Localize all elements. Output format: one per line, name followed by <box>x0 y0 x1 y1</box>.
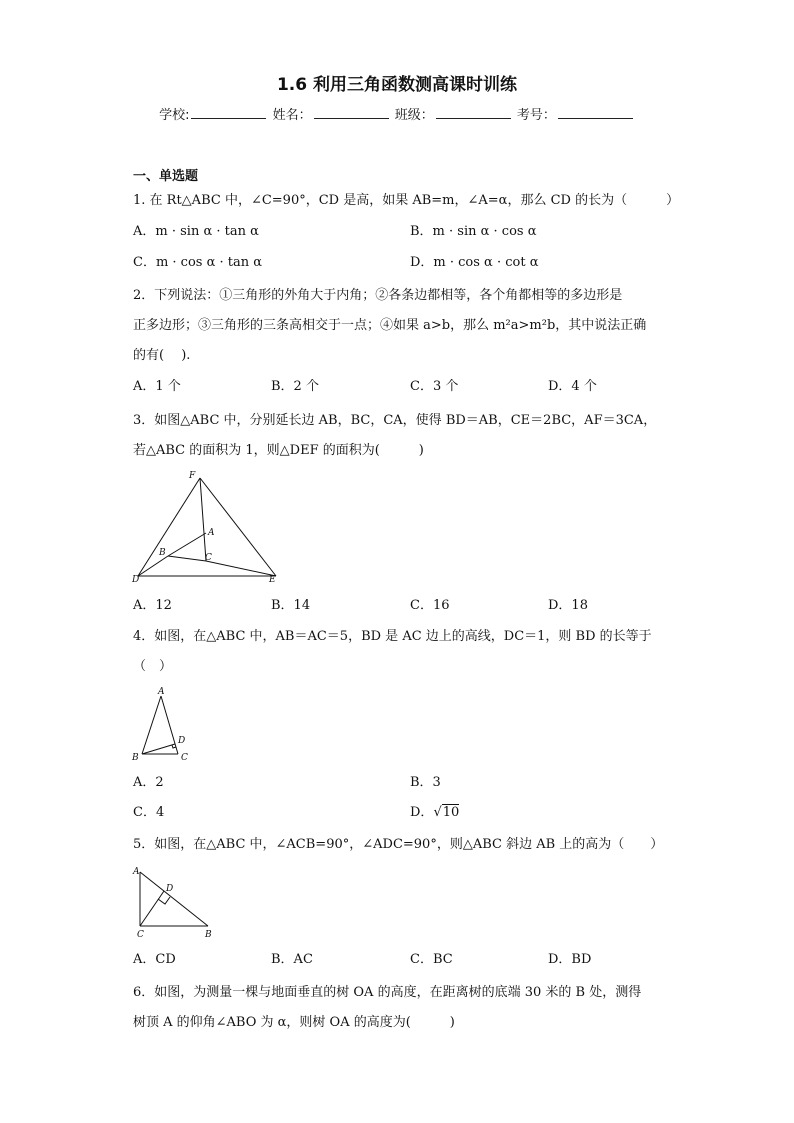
question-3-stem-line-1: 3．如图△ABC 中，分别延长边 AB，BC，CA，使得 BD＝AB，CE＝2BC，AF＝3CA， <box>133 413 657 428</box>
q1-option-c[interactable]: C．m · cos α · tan α <box>133 255 263 270</box>
q4-option-d[interactable] <box>410 798 459 828</box>
question-4-stem-line-2: （ ） <box>133 659 173 674</box>
q1-option-a[interactable]: A．m · sin α · tan α <box>133 224 259 239</box>
question-4-stem-line-1: 4．如图，在△ABC 中，AB＝AC＝5，BD 是 AC 边上的高线，DC＝1，则 BD 的长等于 <box>133 629 652 644</box>
q1-option-d[interactable]: D．m · cos α · cot α <box>410 255 539 270</box>
school-label: 学校: <box>159 108 190 123</box>
label-b: B <box>159 548 166 558</box>
question-3-stem-line-2: 若△ABC 的面积为 1，则△DEF 的面积为( ) <box>133 443 424 458</box>
label-d: D <box>132 575 140 585</box>
q5-option-d[interactable]: D．BD <box>548 952 592 967</box>
q3-option-c[interactable]: C．16 <box>410 598 450 613</box>
class-blank[interactable] <box>436 106 511 119</box>
q5-option-b[interactable]: B．AC <box>271 952 313 967</box>
q2-option-a[interactable]: A．1 个 <box>133 379 181 394</box>
label-c: C <box>137 930 144 940</box>
label-c: C <box>205 553 212 563</box>
question-1-stem: 1. 在 Rt△ABC 中，∠C=90°，CD 是高，如果 AB=m，∠A=α，那么 CD 的长为（ ） <box>133 193 680 208</box>
question-6-stem-line-2: 树顶 A 的仰角∠ABO 为 α，则树 OA 的高度为( ) <box>133 1015 455 1030</box>
q4-triangle-figure <box>128 684 198 764</box>
q2-option-b[interactable]: B．2 个 <box>271 379 319 394</box>
label-c: C <box>181 753 188 763</box>
q4-option-d-label: D． <box>410 805 434 820</box>
q4-option-a[interactable]: A．2 <box>133 775 164 790</box>
exam-number-blank[interactable] <box>558 106 633 119</box>
q5-triangle-figure <box>128 862 218 940</box>
q3-option-b[interactable]: B．14 <box>271 598 311 613</box>
q5-option-c[interactable]: C．BC <box>410 952 453 967</box>
q4-option-d-radicand: 10 <box>442 805 460 820</box>
label-a: A <box>208 528 215 538</box>
q4-option-b[interactable]: B．3 <box>410 775 441 790</box>
q5-option-a[interactable]: A．CD <box>133 952 176 967</box>
label-f: F <box>189 471 196 481</box>
page-title: 1.6 利用三角函数测高课时训练 <box>276 75 518 95</box>
q1-option-b[interactable]: B．m · sin α · cos α <box>410 224 537 239</box>
student-info-fields <box>0 104 794 123</box>
label-e: E <box>269 575 276 585</box>
exam-number-label: 考号： <box>516 108 556 123</box>
question-5-stem: 5．如图，在△ABC 中，∠ACB=90°，∠ADC=90°，则△ABC 斜边 AB 上的高为（ ） <box>133 837 664 852</box>
school-blank[interactable] <box>191 106 266 119</box>
label-a: A <box>158 687 165 697</box>
label-b: B <box>132 753 139 763</box>
name-label: 姓名： <box>272 108 312 123</box>
question-2-stem-line-2: 正多边形；③三角形的三条高相交于一点；④如果 a>b，那么 m²a>m²b，其中说法正确 <box>133 318 647 333</box>
label-a: A <box>133 867 140 877</box>
label-d: D <box>178 736 186 746</box>
name-blank[interactable] <box>314 106 389 119</box>
question-2-stem-line-3: 的有( ). <box>133 348 191 363</box>
q2-option-d[interactable]: D．4 个 <box>548 379 597 394</box>
q3-option-d[interactable]: D．18 <box>548 598 588 613</box>
label-b: B <box>205 930 212 940</box>
question-2-stem-line-1: 2．下列说法：①三角形的外角大于内角；②各条边都相等，各个角都相等的多边形是 <box>133 288 623 303</box>
q3-triangle-figure <box>128 468 288 586</box>
square-root-icon: √10 <box>433 805 460 820</box>
q4-option-c[interactable]: C．4 <box>133 805 165 820</box>
label-d: D <box>166 884 174 894</box>
q2-option-c[interactable]: C．3 个 <box>410 379 459 394</box>
class-label: 班级： <box>394 108 434 123</box>
q3-option-a[interactable]: A．12 <box>133 598 172 613</box>
section-heading: 一、单选题 <box>133 169 199 184</box>
question-6-stem-line-1: 6．如图，为测量一棵与地面垂直的树 OA 的高度，在距离树的底端 30 米的 B 处，测得 <box>133 985 642 1000</box>
